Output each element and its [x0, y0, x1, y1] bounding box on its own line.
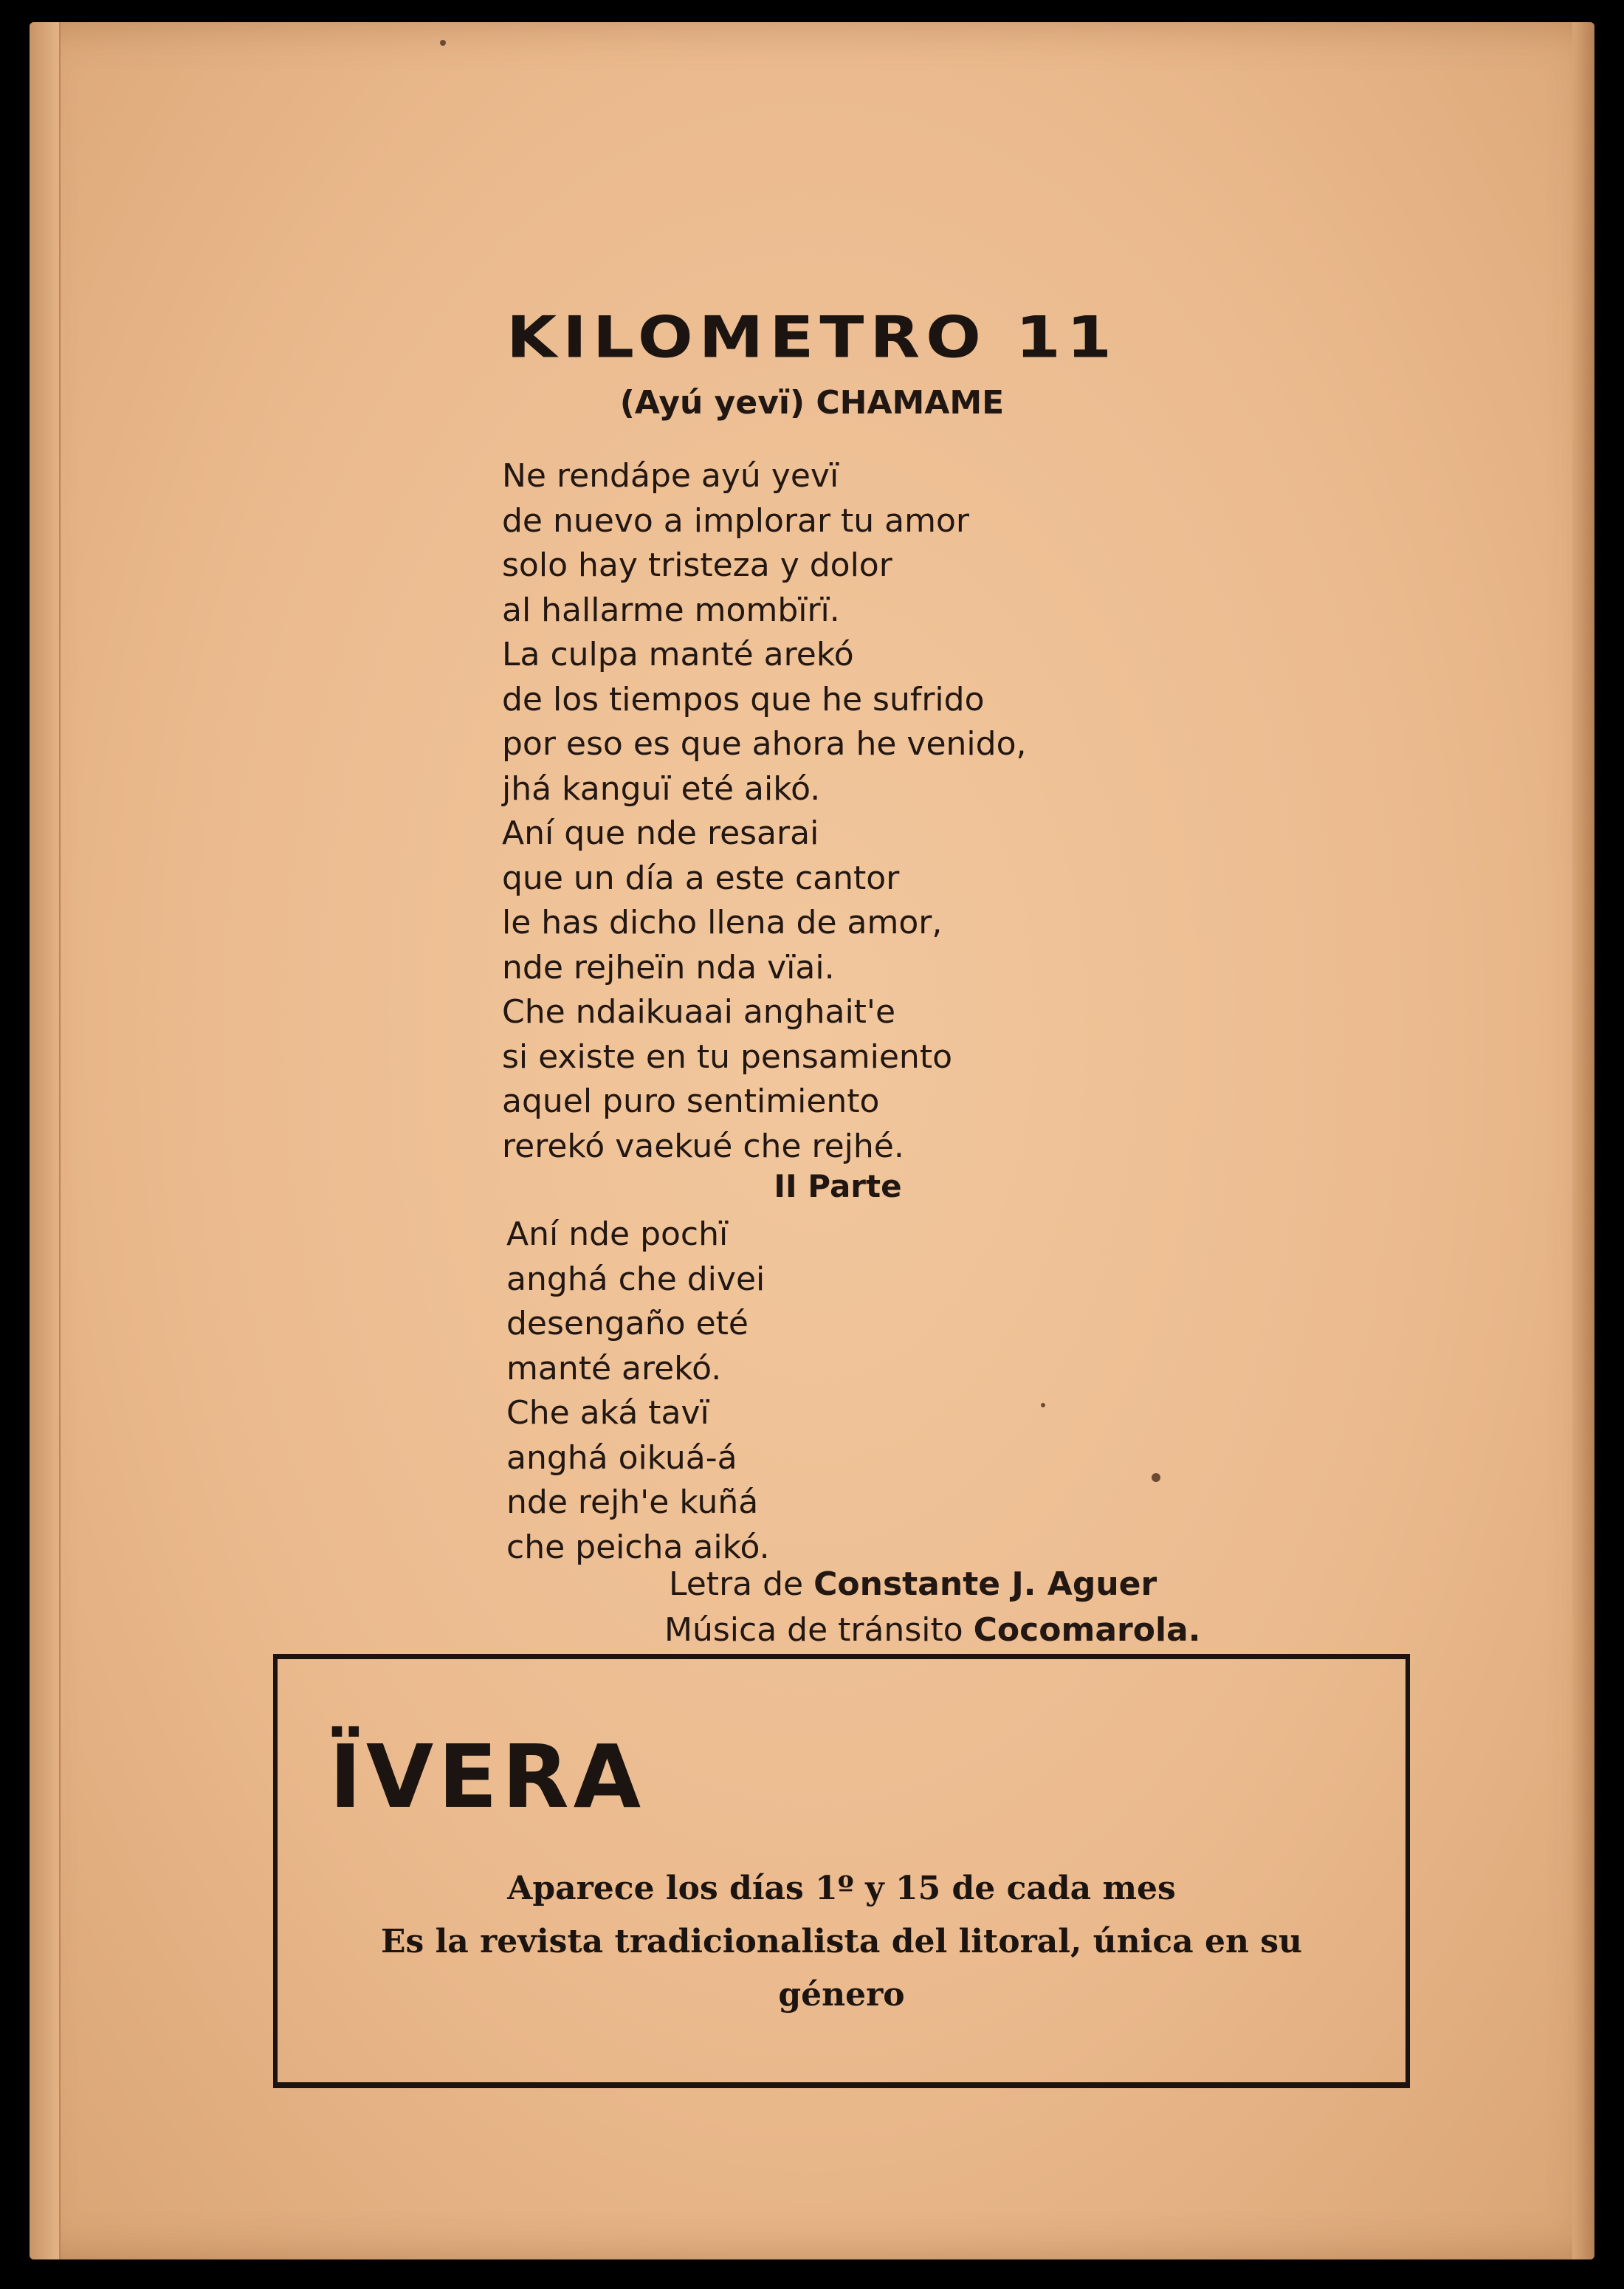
- verse-line: nde rejheïn nda vïai.: [502, 948, 835, 986]
- verse-line: por eso es que ahora he venido,: [502, 725, 1027, 763]
- part-2-heading: II Parte: [774, 1168, 902, 1204]
- verse-line: desengaño eté: [506, 1305, 749, 1342]
- music-prefix: Música de tránsito: [664, 1611, 963, 1649]
- verse-line: de nuevo a implorar tu amor: [502, 501, 969, 540]
- song-title: KILOMETRO 11: [506, 303, 1118, 371]
- verse-line: de los tiempos que he sufrido: [502, 680, 985, 718]
- magazine-page: [30, 22, 1594, 2259]
- verse-line: Aní que nde resarai: [502, 814, 819, 852]
- verse-line: che peicha aikó.: [506, 1528, 770, 1566]
- ivera-logo: ÏVERA: [329, 1726, 646, 1828]
- verse-line: le has dicho llena de amor,: [502, 904, 943, 941]
- paper-speck: [1152, 1473, 1160, 1482]
- verse-line: La culpa manté arekó: [502, 636, 854, 673]
- song-credits: [664, 1562, 1200, 1653]
- verse-line: solo hay tristeza y dolor: [502, 546, 892, 584]
- verse-2: [506, 1212, 1097, 1570]
- verse-line: si existe en tu pensamiento: [502, 1037, 952, 1076]
- music-credit: [664, 1607, 1200, 1653]
- music-author: Cocomarola.: [973, 1611, 1201, 1649]
- lyrics-author: Constante J. Aguer: [813, 1565, 1157, 1603]
- verse-line: aquel puro sentimiento: [502, 1082, 880, 1120]
- verse-line: anghá che divei: [506, 1260, 765, 1298]
- song-subtitle: (Ayú yevï) CHAMAME: [619, 384, 1005, 422]
- ad-line-1: Aparece los días 1º y 15 de cada mes: [507, 1870, 1176, 1907]
- verse-line: Che ndaikuaai anghait'e: [502, 993, 896, 1031]
- lyrics-prefix: Letra de: [669, 1565, 804, 1603]
- ad-line-2: Es la revista tradicionalista del litoral, única en su género: [380, 1923, 1303, 2014]
- verse-line: anghá oikuá-á: [506, 1438, 737, 1477]
- verse-line: jhá kanguï eté aikó.: [502, 769, 821, 808]
- verse-line: al hallarme mombïrï.: [502, 591, 840, 629]
- verse-line: que un día a este cantor: [502, 859, 900, 897]
- paper-speck: [1041, 1403, 1045, 1407]
- advertisement-box: [273, 1654, 1410, 2088]
- verse-line: manté arekó.: [506, 1349, 722, 1387]
- verse-line: Ne rendápe ayú yevï: [502, 457, 839, 495]
- verse-line: rerekó vaekué che rejhé.: [502, 1127, 904, 1165]
- verse-line: nde rejh'e kuñá: [506, 1483, 759, 1521]
- paper-speck: [440, 40, 446, 46]
- advertisement-text: [278, 1862, 1405, 2022]
- verse-1: [502, 454, 1240, 1169]
- verse-line: Aní nde pochï: [506, 1215, 729, 1253]
- lyrics-credit: [664, 1562, 1200, 1607]
- verse-line: Che aká tavï: [506, 1394, 709, 1432]
